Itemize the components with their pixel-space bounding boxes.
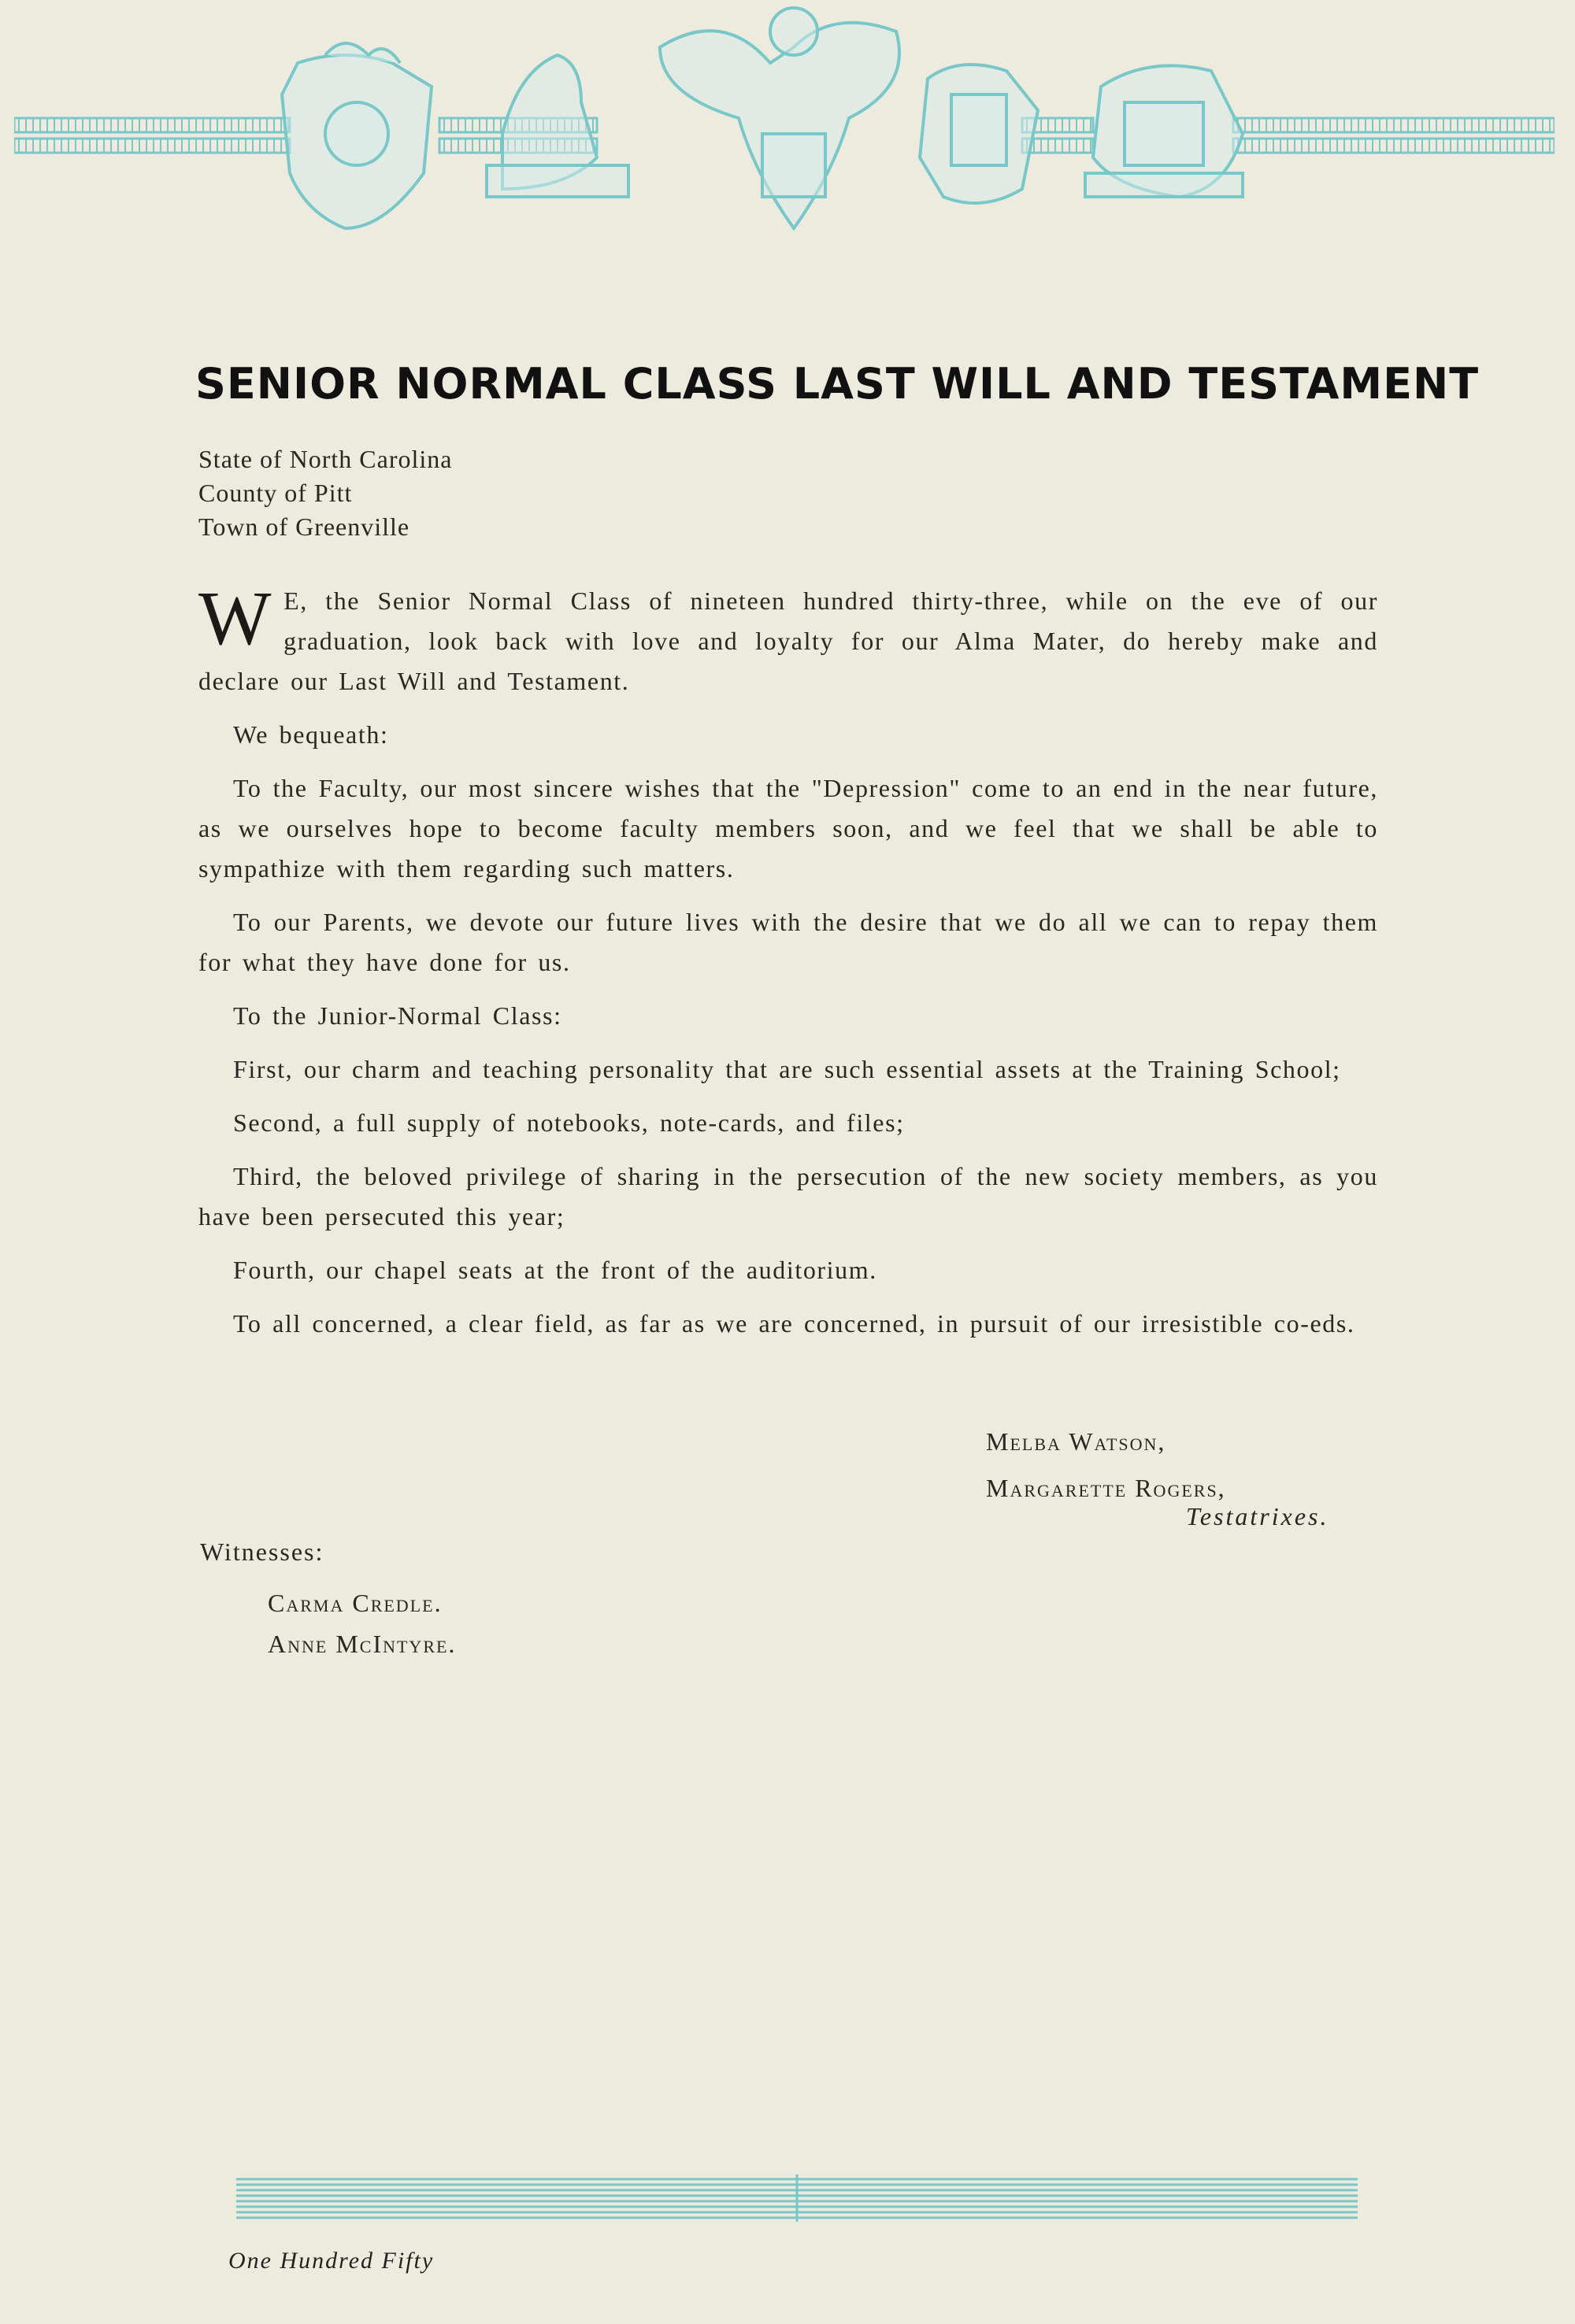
page-number: One Hundred Fifty <box>228 2248 435 2274</box>
signer-name: Margarette Rogers, <box>986 1474 1226 1502</box>
witnesses-label: Witnesses: <box>200 1538 324 1566</box>
faculty-paragraph: To the Faculty, our most sincere wishes that the "Depression" come to an end in the near future, as we ourselves hope to become faculty members soon, and we feel that we shall be able to sympathize with them regarding such matters. <box>198 774 1378 883</box>
parents-paragraph: To our Parents, we devote our future lives with the desire that we do all we can to repay them for what they have done for us. <box>198 908 1378 976</box>
all-concerned-paragraph: To all concerned, a clear field, as far as we are concerned, in pursuit of our irresistible co-eds. <box>233 1309 1355 1338</box>
fourth-bequest: Fourth, our chapel seats at the front of the auditorium. <box>233 1256 877 1284</box>
signatures <box>986 1419 1226 1512</box>
intro-paragraph <box>198 576 1378 701</box>
witness-name: Anne McIntyre. <box>268 1630 457 1658</box>
second-bequest: Second, a full supply of notebooks, note-cards, and files; <box>233 1108 905 1137</box>
location-block <box>198 442 452 544</box>
drop-cap: W <box>198 576 273 661</box>
witnesses-list <box>268 1582 456 1664</box>
location-state: State of North Carolina <box>198 445 453 473</box>
location-town: Town of Greenville <box>198 513 410 541</box>
first-bequest: First, our charm and teaching personality that are such essential assets at the Training School; <box>233 1055 1341 1083</box>
bequeath-heading: We bequeath: <box>233 720 389 749</box>
third-bequest: Third, the beloved privilege of sharing in the persecution of the new society members, as you have been persecuted this year; <box>198 1162 1378 1230</box>
footer-ornament <box>236 2174 1358 2222</box>
signer-role: Testatrixes. <box>1186 1502 1329 1530</box>
will-body <box>198 576 1378 1357</box>
intro-text: E, the Senior Normal Class of nineteen hundred thirty-three, while on the eve of our graduation, look back with love and loyalty for our Alma Mater, do hereby make and declare our Last Will and Testament. <box>198 587 1378 695</box>
header-ornament <box>14 0 1555 244</box>
junior-heading: To the Junior-Normal Class: <box>233 1001 562 1030</box>
page-title: SENIOR NORMAL CLASS LAST WILL AND TESTAMENT <box>195 359 1480 409</box>
location-county: County of Pitt <box>198 479 353 507</box>
witness-name: Carma Credle. <box>268 1589 443 1617</box>
signer-name: Melba Watson, <box>986 1427 1166 1456</box>
